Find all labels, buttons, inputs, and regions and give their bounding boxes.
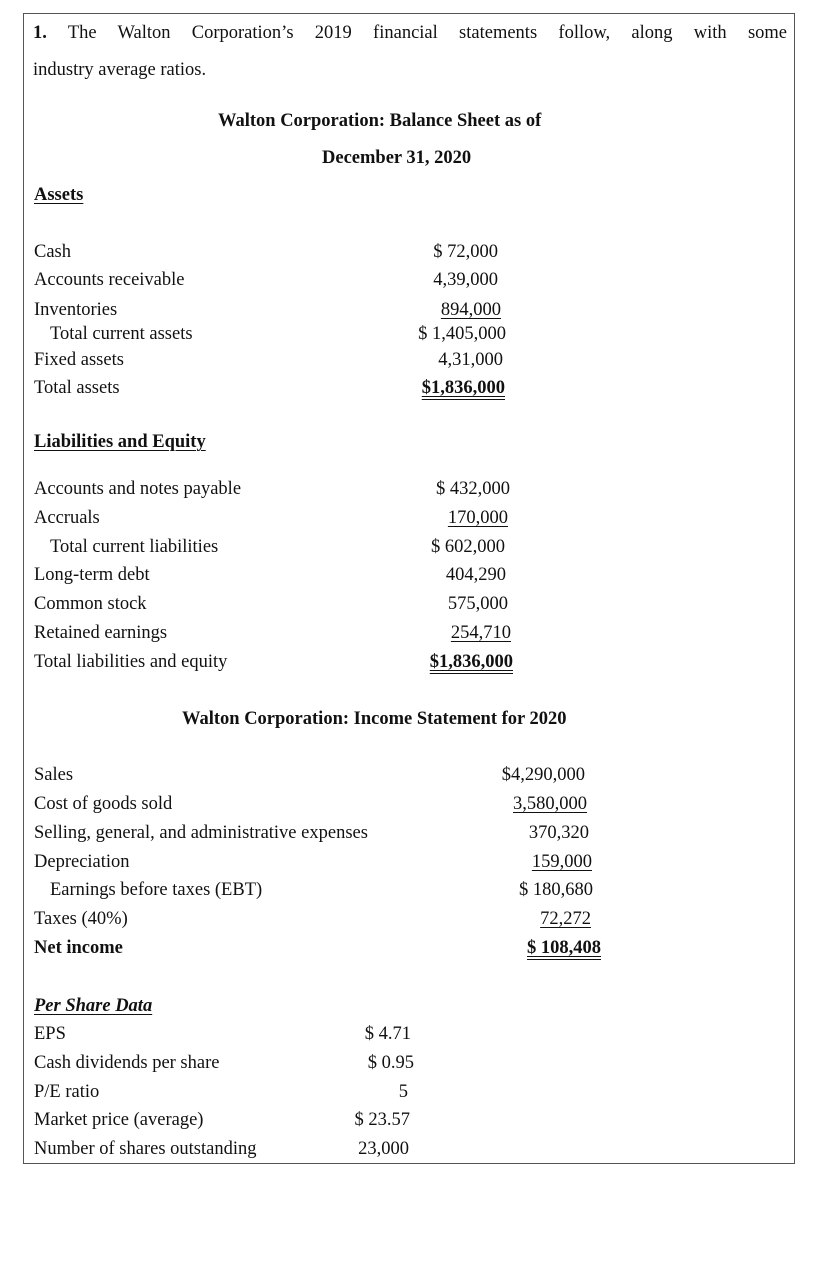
problem-intro <box>33 15 787 89</box>
liability-subtotal-label: Total current liabilities <box>50 537 219 557</box>
intro-line-2: industry average ratios. <box>33 60 207 80</box>
per-share-value: $ 0.95 <box>367 1053 414 1073</box>
liability-value: 404,290 <box>445 565 506 585</box>
asset-value: 4,39,000 <box>433 270 498 290</box>
balance-sheet-title: Walton Corporation: Balance Sheet as of <box>218 111 542 131</box>
liability-value: 170,000 <box>447 508 508 528</box>
asset-label: Fixed assets <box>34 350 124 370</box>
assets-heading: Assets <box>34 185 84 205</box>
per-share-value: 5 <box>398 1082 408 1102</box>
per-share-heading: Per Share Data <box>34 996 153 1016</box>
net-income-label: Net income <box>34 938 123 958</box>
per-share-label: Market price (average) <box>34 1110 204 1130</box>
per-share-label: Cash dividends per share <box>34 1053 220 1073</box>
liability-value: 254,710 <box>450 623 511 643</box>
income-value: $ 180,680 <box>519 880 593 900</box>
liability-total-value: $1,836,000 <box>429 652 513 672</box>
problem-frame <box>23 13 795 1164</box>
problem-number: 1. <box>33 23 47 43</box>
liability-label: Accruals <box>34 508 100 528</box>
income-label: Selling, general, and administrative expenses <box>34 823 368 843</box>
asset-value: $ 72,000 <box>433 242 498 262</box>
asset-label: Inventories <box>34 300 118 320</box>
income-value: 72,272 <box>540 909 591 929</box>
per-share-label: EPS <box>34 1024 66 1044</box>
asset-value: 894,000 <box>440 300 501 320</box>
per-share-value: $ 4.71 <box>364 1024 411 1044</box>
liability-label: Long-term debt <box>34 565 150 585</box>
income-value: $4,290,000 <box>501 765 585 785</box>
liability-label: Retained earnings <box>34 623 168 643</box>
liability-value: $ 432,000 <box>436 479 510 499</box>
intro-line-1: The Walton Corporation’s 2019 financial statements follow, along with some <box>67 23 787 43</box>
income-statement-title: Walton Corporation: Income Statement for 2020 <box>182 709 567 729</box>
income-label: Cost of goods sold <box>34 794 173 814</box>
income-value: 3,580,000 <box>513 794 587 814</box>
liability-total-label: Total liabilities and equity <box>34 652 228 672</box>
liabilities-heading: Liabilities and Equity <box>34 432 206 452</box>
liability-label: Common stock <box>34 594 147 614</box>
income-label: Depreciation <box>34 852 130 872</box>
income-value: 370,320 <box>528 823 589 843</box>
asset-value: $ 1,405,000 <box>418 324 506 344</box>
asset-label: Cash <box>34 242 71 262</box>
balance-sheet-date: December 31, 2020 <box>322 148 472 168</box>
net-income-value: $ 108,408 <box>527 938 601 958</box>
income-label: Taxes (40%) <box>34 909 128 929</box>
asset-label: Accounts receivable <box>34 270 185 290</box>
per-share-value: $ 23.57 <box>354 1110 410 1130</box>
liability-label: Accounts and notes payable <box>34 479 242 499</box>
asset-total-label: Total assets <box>34 378 120 398</box>
asset-value: 4,31,000 <box>438 350 503 370</box>
asset-subtotal-label: Total current assets <box>50 324 193 344</box>
income-value: 159,000 <box>531 852 592 872</box>
income-label: Sales <box>34 765 74 785</box>
per-share-label: P/E ratio <box>34 1082 100 1102</box>
liability-value: $ 602,000 <box>431 537 505 557</box>
per-share-label: Number of shares outstanding <box>34 1139 257 1159</box>
liability-value: 575,000 <box>447 594 508 614</box>
per-share-value: 23,000 <box>358 1139 409 1159</box>
asset-total-value: $1,836,000 <box>421 378 505 398</box>
income-subtotal-label: Earnings before taxes (EBT) <box>50 880 263 900</box>
